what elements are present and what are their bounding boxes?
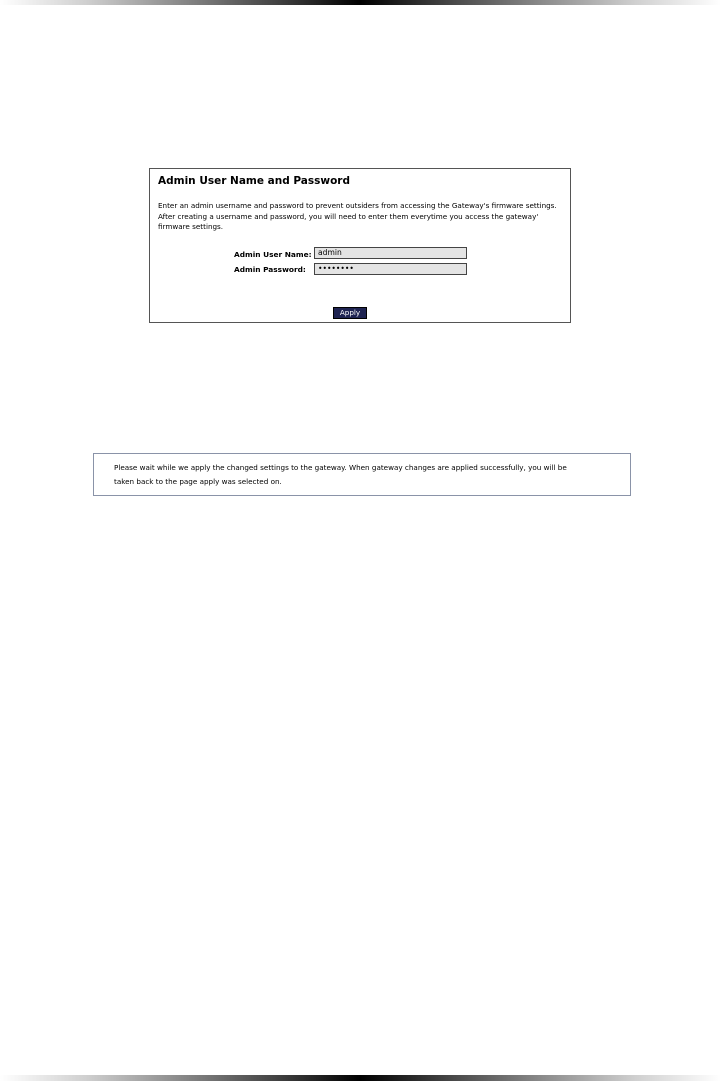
wait-message-text: Please wait while we apply the changed settings to the gateway. When gateway changes are applied successfully, you will be taken back to the page apply was selected on. [114,463,567,486]
wait-message-panel [93,453,631,496]
admin-credentials-panel [149,168,571,323]
bottom-decorative-bar [0,1075,721,1081]
admin-username-input[interactable]: admin [314,247,467,259]
admin-password-input[interactable]: •••••••• [314,263,467,275]
panel-description: Enter an admin username and password to prevent outsiders from accessing the Gateway's firmware settings. After creating a username and password, you will need to enter them everytime you access the gateway' firmware settings. [158,201,557,231]
panel-title: Admin User Name and Password [158,175,350,187]
top-decorative-bar [0,0,721,5]
admin-password-label: Admin Password: [234,265,306,274]
admin-username-label: Admin User Name: [234,250,312,259]
apply-button[interactable]: Apply [333,307,367,319]
